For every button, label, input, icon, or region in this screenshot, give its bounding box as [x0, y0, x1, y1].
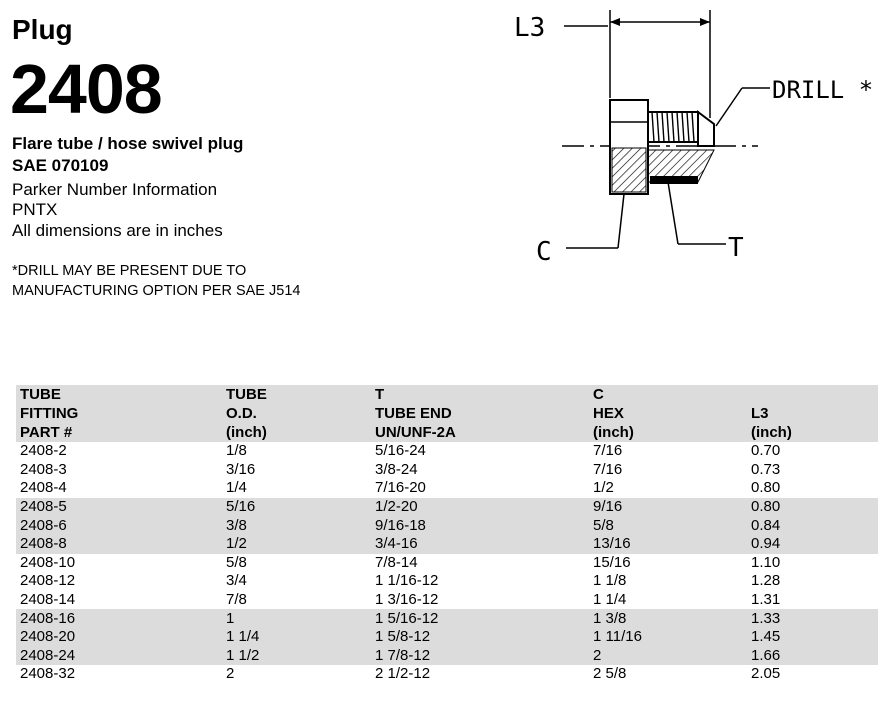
cell-part-number: 2408-24: [20, 646, 76, 664]
cell-hex: 15/16: [593, 553, 631, 571]
drill-note-line-1: *DRILL MAY BE PRESENT DUE TO: [12, 263, 247, 279]
cell-tube-od: 3/8: [226, 516, 247, 534]
table-row: [16, 535, 878, 554]
table-row: [16, 665, 878, 684]
cell-tube-od: 2: [226, 665, 235, 683]
cell-tube-od: 1 1/2: [226, 646, 260, 664]
cell-tube-od: 1/4: [226, 479, 247, 497]
cell-tube-end: 7/16-20: [375, 479, 426, 497]
cell-l3: 1.28: [751, 572, 781, 590]
cell-hex: 1 1/4: [593, 591, 627, 609]
cell-part-number: 2408-4: [20, 479, 67, 497]
l3-label: L3: [514, 13, 546, 43]
cell-l3: 0.84: [751, 516, 781, 534]
cell-l3: 1.10: [751, 553, 781, 571]
table-row: [16, 572, 878, 591]
cell-tube-od: 7/8: [226, 591, 247, 609]
cell-tube-end: 5/16-24: [375, 442, 426, 460]
parker-code: PNTX: [12, 200, 58, 219]
cell-hex: 9/16: [593, 498, 623, 516]
cell-hex: 2: [593, 646, 602, 664]
header-hex: C HEX (inch): [593, 386, 634, 441]
table-row: [16, 554, 878, 573]
table-row: [16, 647, 878, 666]
c-label: C: [536, 237, 552, 267]
cell-l3: 1.45: [751, 628, 781, 646]
table-row: [16, 516, 878, 535]
table-row: [16, 479, 878, 498]
cell-l3: 2.05: [751, 665, 781, 683]
cell-l3: 0.73: [751, 460, 781, 478]
cell-tube-end: 3/8-24: [375, 460, 418, 478]
table-header-row: [16, 385, 878, 442]
cell-part-number: 2408-10: [20, 553, 76, 571]
cell-hex: 7/16: [593, 442, 623, 460]
cell-hex: 5/8: [593, 516, 614, 534]
header-part-number: TUBE FITTING PART #: [20, 386, 79, 441]
cell-hex: 1/2: [593, 479, 614, 497]
cell-hex: 2 5/8: [593, 665, 627, 683]
cell-part-number: 2408-8: [20, 535, 67, 553]
cell-l3: 0.70: [751, 442, 781, 460]
cell-tube-od: 5/16: [226, 498, 256, 516]
cell-tube-end: 1/2-20: [375, 498, 418, 516]
cell-tube-od: 3/16: [226, 460, 256, 478]
drill-label: DRILL *: [772, 76, 874, 104]
parker-info-label: Parker Number Information: [12, 180, 218, 199]
table-row: [16, 442, 878, 461]
header-tube-od: TUBE O.D. (inch): [226, 386, 267, 441]
cell-hex: 1 1/8: [593, 572, 627, 590]
cell-tube-od: 3/4: [226, 572, 247, 590]
cell-part-number: 2408-32: [20, 665, 76, 683]
cell-part-number: 2408-14: [20, 591, 76, 609]
cell-tube-end: 2 1/2-12: [375, 665, 431, 683]
plug-technical-drawing: [500, 0, 889, 280]
cell-l3: 0.80: [751, 498, 781, 516]
t-label: T: [728, 233, 744, 263]
cell-tube-od: 1/2: [226, 535, 247, 553]
cell-tube-end: 7/8-14: [375, 553, 418, 571]
cell-l3: 1.33: [751, 609, 781, 627]
cell-l3: 0.80: [751, 479, 781, 497]
table-row: [16, 591, 878, 610]
table-row: [16, 628, 878, 647]
cell-part-number: 2408-6: [20, 516, 67, 534]
product-description: Flare tube / hose swivel plug: [12, 134, 244, 153]
cell-part-number: 2408-16: [20, 609, 76, 627]
header-l3: L3 (inch): [751, 405, 792, 441]
product-number: 2408: [10, 50, 162, 128]
cell-hex: 13/16: [593, 535, 631, 553]
units-note: All dimensions are in inches: [12, 221, 223, 240]
cell-l3: 1.66: [751, 646, 781, 664]
cell-tube-od: 1: [226, 609, 235, 627]
dimensions-table: [16, 385, 878, 684]
sae-standard: SAE 070109: [12, 156, 109, 175]
cell-tube-od: 1/8: [226, 442, 247, 460]
cell-tube-od: 1 1/4: [226, 628, 260, 646]
cell-hex: 7/16: [593, 460, 623, 478]
cell-part-number: 2408-12: [20, 572, 76, 590]
cell-l3: 0.94: [751, 535, 781, 553]
table-row: [16, 461, 878, 480]
cell-tube-end: 1 5/16-12: [375, 609, 439, 627]
cell-part-number: 2408-20: [20, 628, 76, 646]
cell-tube-end: 1 5/8-12: [375, 628, 431, 646]
cell-tube-end: 3/4-16: [375, 535, 418, 553]
drill-note-line-2: MANUFACTURING OPTION PER SAE J514: [12, 283, 301, 299]
cell-tube-end: 1 7/8-12: [375, 646, 431, 664]
table-row: [16, 498, 878, 517]
cell-part-number: 2408-2: [20, 442, 67, 460]
cell-tube-end: 9/16-18: [375, 516, 426, 534]
cell-hex: 1 11/16: [593, 628, 642, 646]
table-row: [16, 609, 878, 628]
header-tube-end: T TUBE END UN/UNF-2A: [375, 386, 456, 441]
product-category: Plug: [12, 14, 73, 45]
cell-part-number: 2408-3: [20, 460, 67, 478]
cell-tube-end: 1 3/16-12: [375, 591, 439, 609]
cell-part-number: 2408-5: [20, 498, 67, 516]
cell-l3: 1.31: [751, 591, 781, 609]
cell-tube-end: 1 1/16-12: [375, 572, 439, 590]
cell-tube-od: 5/8: [226, 553, 247, 571]
cell-hex: 1 3/8: [593, 609, 627, 627]
